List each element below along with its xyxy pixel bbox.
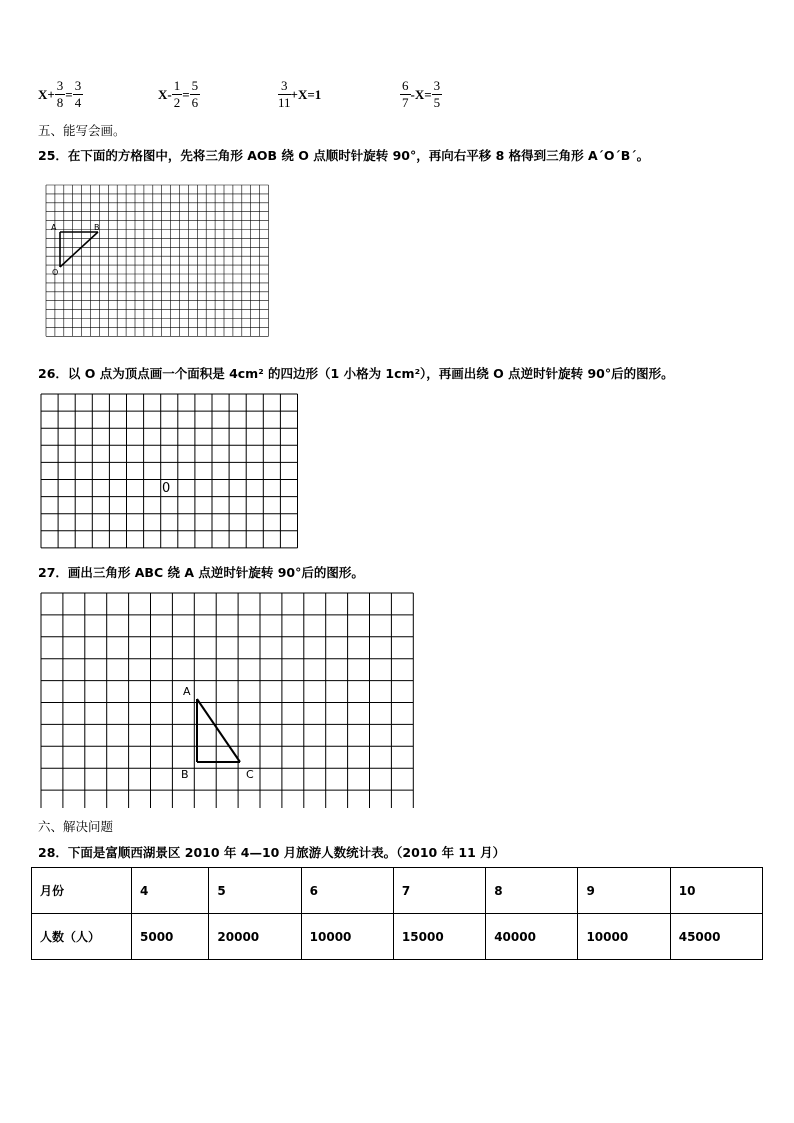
table-cell: 9 (578, 868, 670, 914)
question-25: 25．在下面的方格图中，先将三角形 AOB 绕 O 点顺时针旋转 90°，再向右平移 8 格得到三角形 A´O´B´。 (38, 148, 650, 163)
point-o-label: O (52, 268, 59, 277)
grid-3 (40, 592, 420, 808)
point-o-label: 0 (162, 481, 171, 496)
row-header-month: 月份 (32, 868, 132, 914)
table-cell: 4 (132, 868, 209, 914)
section-heading-5: 五、能写会画。 (38, 123, 126, 138)
table-cell: 5 (209, 868, 301, 914)
point-a-label: A (183, 685, 191, 698)
section-heading-6: 六、解决问题 (38, 819, 114, 834)
table-cell: 8 (486, 868, 578, 914)
question-28: 28．下面是富顺西湖景区 2010 年 4—10 月旅游人数统计表。（2010 年 11 月） (38, 845, 506, 860)
point-a-label: A (51, 223, 57, 232)
equation-1: X+ $\frac{3}{8}$ = $\frac{3}{4}$ (38, 78, 82, 110)
table-row-months (32, 868, 763, 914)
segment-ac (197, 699, 240, 762)
table-row-counts (32, 914, 763, 960)
fraction: $\frac{1}{2}$ (173, 78, 181, 110)
table-cell: 10 (670, 868, 762, 914)
fraction: $\frac{3}{8}$ (56, 78, 64, 110)
point-b-label: B (94, 223, 100, 232)
fraction: $\frac{3}{4}$ (74, 78, 82, 110)
fraction: $\frac{3}{11}$ (278, 78, 291, 110)
table-cell: 20000 (209, 914, 301, 960)
grid-1 (44, 183, 272, 341)
fraction: $\frac{6}{7}$ (402, 78, 409, 110)
table-cell: 15000 (393, 914, 485, 960)
table-cell: 10000 (578, 914, 670, 960)
equation-3: $\frac{3}{11}$ +X=1 (278, 78, 322, 110)
point-c-label: C (246, 768, 254, 781)
grid-2 (40, 393, 300, 550)
equation-4: $\frac{6}{7}$ -X= $\frac{3}{5}$ (402, 78, 441, 110)
row-header-count: 人数（人） (32, 914, 132, 960)
point-b-label: B (181, 768, 189, 781)
question-27: 27．画出三角形 ABC 绕 A 点逆时针旋转 90°后的图形。 (38, 565, 364, 580)
segment-ob (60, 232, 98, 267)
equation-2: X- $\frac{1}{2}$ = $\frac{5}{6}$ (158, 78, 199, 110)
table-cell: 10000 (301, 914, 393, 960)
fraction: $\frac{3}{5}$ (433, 78, 441, 110)
fraction: $\frac{5}{6}$ (191, 78, 199, 110)
table-cell: 7 (393, 868, 485, 914)
question-26: 26．以 O 点为顶点画一个面积是 4cm² 的四边形（1 小格为 1cm²），再画出绕 O 点逆时针旋转 90°后的图形。 (38, 366, 674, 381)
table-cell: 45000 (670, 914, 762, 960)
tourist-stats-table (31, 867, 763, 960)
table-cell: 40000 (486, 914, 578, 960)
table-cell: 5000 (132, 914, 209, 960)
table-cell: 6 (301, 868, 393, 914)
